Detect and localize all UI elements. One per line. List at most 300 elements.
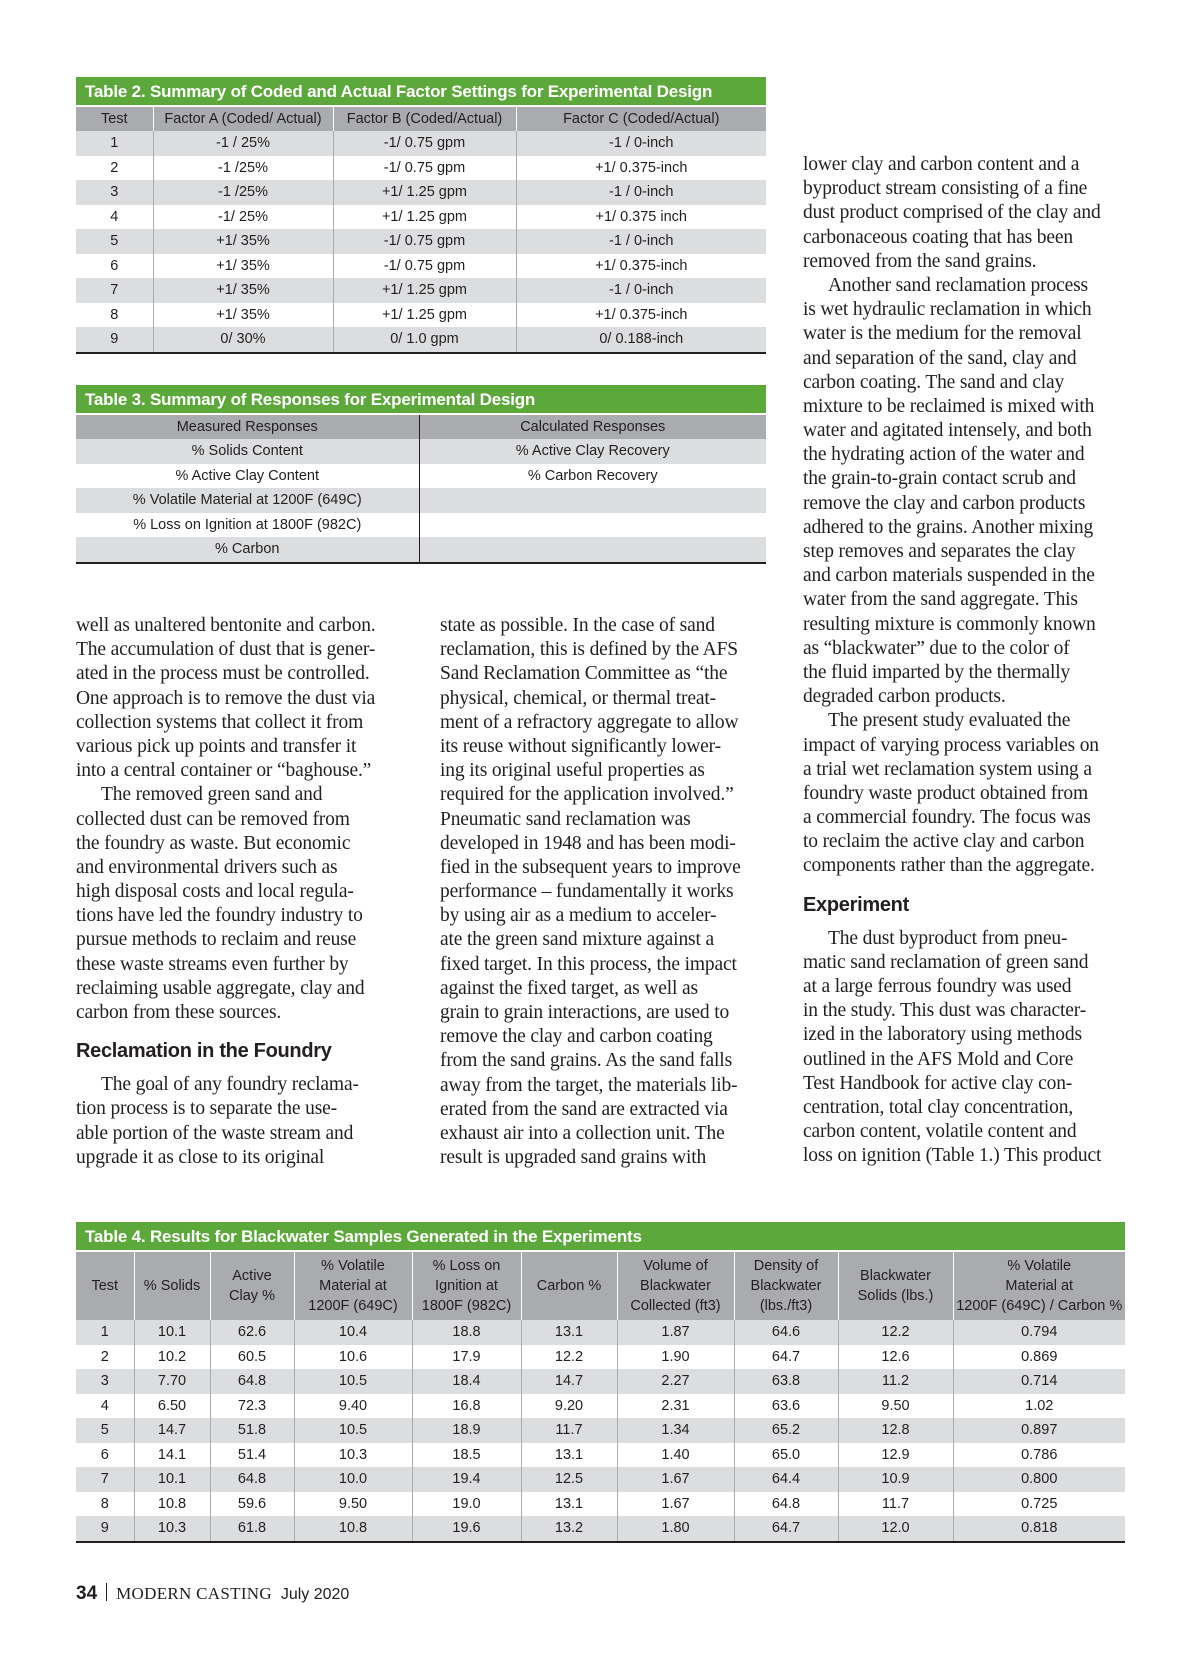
table-cell: 10.3 [134, 1516, 210, 1542]
body-column-3 [803, 153, 1138, 1169]
table-row [76, 1443, 1125, 1468]
table-3 [76, 385, 766, 564]
body-text-line: fied in the subsequent years to improve [440, 856, 741, 878]
body-text-line: outlined in the AFS Mold and Core [803, 1048, 1074, 1070]
body-text-line: carbon content, volatile content and [803, 1121, 1077, 1143]
table-cell: % Volatile Material at 1200F (649C) [76, 488, 419, 513]
table-cell: 10.0 [294, 1467, 412, 1492]
table-row [76, 303, 766, 328]
table-cell: 9 [76, 1516, 134, 1542]
table-cell: 10.8 [134, 1492, 210, 1517]
table-cell: -1/ 0.75 gpm [333, 131, 516, 156]
table-cell: 8 [76, 1492, 134, 1517]
section-heading: Experiment [803, 893, 909, 916]
body-text-line: in the study. This dust was character- [803, 1000, 1087, 1022]
table-cell: 64.7 [734, 1345, 838, 1370]
table-cell: 0.794 [953, 1320, 1125, 1345]
table-cell: 6 [76, 1443, 134, 1468]
body-text-line: upgrade it as close to its original [76, 1146, 325, 1168]
table-cell: 60.5 [210, 1345, 294, 1370]
body-text-line: well as unaltered bentonite and carbon. [76, 615, 376, 636]
table-cell: 0.800 [953, 1467, 1125, 1492]
body-text-line: The removed green sand and [101, 784, 323, 806]
body-text-line: reclaiming usable aggregate, clay and [76, 977, 365, 999]
column-header [838, 1252, 953, 1320]
body-text-line: components rather than the aggregate. [803, 855, 1095, 877]
table-3-title: Table 3. Summary of Responses for Experimental Design [76, 385, 766, 415]
body-text-line: water and agitated intensely, and both [803, 420, 1092, 442]
table-4-title: Table 4. Results for Blackwater Samples Generated in the Experiments [76, 1222, 1125, 1252]
body-text-line: byproduct stream consisting of a fine [803, 178, 1088, 200]
table-cell: 12.2 [838, 1320, 953, 1345]
table-row [76, 537, 766, 563]
body-text-line: fixed target. In this process, the impact [440, 953, 737, 975]
table-cell: 18.4 [412, 1369, 521, 1394]
table-cell: +1/ 35% [153, 254, 333, 279]
table-cell: -1 / 0-inch [516, 131, 766, 156]
column-header-line: Material at [319, 1278, 387, 1294]
table-cell: 10.5 [294, 1418, 412, 1443]
column-header-line: Ignition at [435, 1278, 498, 1294]
table-row [76, 254, 766, 279]
body-text-line: a trial wet reclamation system using a [803, 758, 1092, 780]
body-text-line: water from the sand aggregate. This [803, 589, 1078, 611]
table-cell: -1/ 25% [153, 205, 333, 230]
table-cell: 10.5 [294, 1369, 412, 1394]
column-header [734, 1252, 838, 1320]
table-cell: 2.27 [617, 1369, 734, 1394]
table-cell: 14.1 [134, 1443, 210, 1468]
column-header [210, 1252, 294, 1320]
table-cell: % Active Clay Content [76, 464, 419, 489]
table-cell: % Loss on Ignition at 1800F (982C) [76, 513, 419, 538]
table-row [76, 229, 766, 254]
table-cell: 14.7 [521, 1369, 617, 1394]
table-3-grid [76, 415, 766, 564]
table-cell: 7.70 [134, 1369, 210, 1394]
table-cell: 18.9 [412, 1418, 521, 1443]
body-text-line: is wet hydraulic reclamation in which [803, 299, 1092, 321]
table-cell: -1 /25% [153, 180, 333, 205]
body-text-line: and separation of the sand, clay and [803, 347, 1077, 369]
table-cell: 0.897 [953, 1418, 1125, 1443]
table-row [76, 1345, 1125, 1370]
column-header-line: Test [91, 1278, 119, 1294]
table-cell: 13.1 [521, 1320, 617, 1345]
table-cell: +1/ 0.375 inch [516, 205, 766, 230]
table-cell: 5 [76, 1418, 134, 1443]
column-header: Factor C (Coded/Actual) [516, 107, 766, 131]
table-cell: 1 [76, 131, 153, 156]
column-header [521, 1252, 617, 1320]
body-text-line: resulting mixture is commonly known [803, 613, 1096, 635]
table-cell: 9.50 [838, 1394, 953, 1419]
table-cell: 9.20 [521, 1394, 617, 1419]
body-text-line: grain to grain interactions, are used to [440, 1002, 730, 1023]
page-number: 34 [76, 1583, 98, 1604]
body-text-line: erated from the sand are extracted via [440, 1098, 728, 1120]
body-text-line: from the sand grains. As the sand falls [440, 1050, 733, 1072]
table-2 [76, 77, 766, 354]
body-text-line: collected dust can be removed from [76, 808, 350, 830]
body-text-line: exhaust air into a collection unit. The [440, 1122, 725, 1144]
table-cell: 59.6 [210, 1492, 294, 1517]
section-heading: Reclamation in the Foundry [76, 1040, 332, 1063]
column-header-line: 1200F (649C) / Carbon % [956, 1298, 1123, 1314]
column-header-line: % Solids [143, 1278, 201, 1294]
body-text-line: developed in 1948 and has been modi- [440, 832, 736, 854]
table-row [76, 1467, 1125, 1492]
table-cell: +1/ 1.25 gpm [333, 303, 516, 328]
body-text-line: Another sand reclamation process [828, 274, 1088, 296]
body-text-line: The accumulation of dust that is gener- [76, 639, 376, 661]
column-header-line: Blackwater [640, 1278, 711, 1294]
table-cell: 1.34 [617, 1418, 734, 1443]
body-text-line: at a large ferrous foundry was used [803, 976, 1072, 997]
page-footer [76, 1583, 349, 1605]
column-header-line: Blackwater [750, 1278, 822, 1294]
body-text-line: to reclaim the active clay and carbon [803, 831, 1085, 853]
table-cell: 0/ 1.0 gpm [333, 327, 516, 353]
table-cell: +1/ 0.375-inch [516, 303, 766, 328]
table-cell: -1/ 0.75 gpm [333, 156, 516, 181]
table-cell: 0.725 [953, 1492, 1125, 1517]
table-cell: 63.8 [734, 1369, 838, 1394]
body-text-line: remove the clay and carbon products [803, 492, 1086, 514]
table-cell: 65.2 [734, 1418, 838, 1443]
table-cell [419, 488, 766, 513]
table-4-grid [76, 1252, 1125, 1543]
table-cell: 0.786 [953, 1443, 1125, 1468]
body-text-line: into a central container or “baghouse.” [76, 760, 372, 782]
body-text-line: performance – fundamentally it works [440, 881, 734, 903]
table-cell: 72.3 [210, 1394, 294, 1419]
column-header [134, 1252, 210, 1320]
table-row [76, 1418, 1125, 1443]
body-text-line: carbon coating. The sand and clay [803, 371, 1065, 393]
table-cell: 6 [76, 254, 153, 279]
table-row [76, 180, 766, 205]
table-cell: -1 / 0-inch [516, 229, 766, 254]
table-cell: % Solids Content [76, 439, 419, 464]
body-text-line: and environmental drivers such as [76, 856, 338, 878]
body-text-line: water is the medium for the removal [803, 323, 1082, 345]
table-cell: 0.869 [953, 1345, 1125, 1370]
table-cell: 63.6 [734, 1394, 838, 1419]
body-text-line: state as possible. In the case of sand [440, 615, 715, 636]
table-cell: 4 [76, 1394, 134, 1419]
table-cell: 19.0 [412, 1492, 521, 1517]
column-header-line: 1200F (649C) [308, 1298, 398, 1314]
table-cell: 1.02 [953, 1394, 1125, 1419]
table-row [76, 439, 766, 464]
body-text-line: removed from the sand grains. [803, 250, 1037, 272]
table-cell: 11.7 [838, 1492, 953, 1517]
body-text-line: the grain-to-grain contact scrub and [803, 468, 1076, 490]
column-header: Calculated Responses [419, 415, 766, 439]
table-cell: +1/ 1.25 gpm [333, 278, 516, 303]
table-cell: 19.6 [412, 1516, 521, 1542]
body-text-line: matic sand reclamation of green sand [803, 951, 1089, 973]
table-cell: 12.5 [521, 1467, 617, 1492]
table-2-grid [76, 107, 766, 354]
column-header-line: % Loss on [432, 1258, 501, 1274]
body-text-line: The goal of any foundry reclama- [101, 1074, 359, 1096]
table-cell: 12.9 [838, 1443, 953, 1468]
column-header-line: Density of [753, 1258, 819, 1274]
body-text-line: required for the application involved.” [440, 784, 734, 806]
table-cell: 62.6 [210, 1320, 294, 1345]
table-cell: +1/ 1.25 gpm [333, 180, 516, 205]
column-header-line: 1800F (982C) [421, 1298, 512, 1314]
column-header-line: Blackwater [860, 1268, 931, 1284]
body-text-line: ized in the laboratory using methods [803, 1024, 1082, 1046]
body-text-line: tions have led the foundry industry to [76, 905, 363, 927]
issue-date: July 2020 [280, 1586, 350, 1603]
column-header: Measured Responses [76, 415, 419, 439]
table-cell: 10.4 [294, 1320, 412, 1345]
body-text-line: mixture to be reclaimed is mixed with [803, 395, 1095, 417]
body-text-line: the hydrating action of the water and [803, 444, 1085, 466]
table-cell: 0.818 [953, 1516, 1125, 1542]
table-cell: +1/ 1.25 gpm [333, 205, 516, 230]
body-text-line: Sand Reclamation Committee as “the [440, 663, 728, 685]
body-text-line: physical, chemical, or thermal treat- [440, 687, 716, 709]
table-cell: 10.6 [294, 1345, 412, 1370]
table-row [76, 131, 766, 156]
table-row [76, 1492, 1125, 1517]
body-text-line: degraded carbon products. [803, 686, 1006, 708]
table-cell: 12.8 [838, 1418, 953, 1443]
body-text-line: as “blackwater” due to the color of [803, 637, 1070, 659]
body-text-line: One approach is to remove the dust via [76, 687, 376, 709]
body-text-line: carbon from these sources. [76, 1002, 282, 1023]
body-text-line: carbonaceous coating that has been [803, 226, 1073, 248]
table-cell: 18.5 [412, 1443, 521, 1468]
table-cell: 3 [76, 1369, 134, 1394]
body-text-line: ment of a refractory aggregate to allow [440, 711, 739, 733]
column-header: Test [76, 107, 153, 131]
table-cell: 7 [76, 1467, 134, 1492]
table-cell: 8 [76, 303, 153, 328]
body-text-line: Pneumatic sand reclamation was [440, 808, 691, 830]
table-4 [76, 1222, 1125, 1543]
table-cell: 1.90 [617, 1345, 734, 1370]
table-cell: 61.8 [210, 1516, 294, 1542]
table-cell: 10.3 [294, 1443, 412, 1468]
table-2-title: Table 2. Summary of Coded and Actual Factor Settings for Experimental Design [76, 77, 766, 107]
table-row [76, 464, 766, 489]
body-text-line: adhered to the grains. Another mixing [803, 516, 1094, 538]
table-cell: 10.1 [134, 1320, 210, 1345]
table-cell: 1.87 [617, 1320, 734, 1345]
body-text-line: step removes and separates the clay [803, 541, 1076, 562]
table-cell: 16.8 [412, 1394, 521, 1419]
body-text-line: dust product comprised of the clay and [803, 202, 1101, 224]
table-cell: -1 / 0-inch [516, 278, 766, 303]
magazine-name: MODERN CASTING [116, 1584, 272, 1603]
body-text-line: Test Handbook for active clay con- [803, 1072, 1073, 1094]
table-cell: 1 [76, 1320, 134, 1345]
table-cell: 12.0 [838, 1516, 953, 1542]
table-cell [419, 537, 766, 563]
table-cell: 10.8 [294, 1516, 412, 1542]
table-cell: 51.4 [210, 1443, 294, 1468]
body-text-line: the fluid imparted by the thermally [803, 661, 1071, 683]
table-row [76, 488, 766, 513]
table-cell: -1/ 0.75 gpm [333, 254, 516, 279]
table-cell: 9 [76, 327, 153, 353]
column-header [617, 1252, 734, 1320]
table-cell: 10.2 [134, 1345, 210, 1370]
table-cell: 11.7 [521, 1418, 617, 1443]
table-cell: 12.6 [838, 1345, 953, 1370]
column-header-line: Carbon % [536, 1278, 602, 1294]
table-cell: 9.40 [294, 1394, 412, 1419]
table-cell: 11.2 [838, 1369, 953, 1394]
column-header-line: Volume of [643, 1258, 708, 1274]
table-cell: 1.67 [617, 1492, 734, 1517]
table-cell: 19.4 [412, 1467, 521, 1492]
table-row [76, 1516, 1125, 1542]
table-cell [419, 513, 766, 538]
column-header-line: % Volatile [321, 1258, 385, 1274]
table-cell: 64.8 [210, 1467, 294, 1492]
body-text-line: various pick up points and transfer it [76, 735, 357, 757]
column-header-line: Active [232, 1268, 272, 1284]
column-header: Factor A (Coded/ Actual) [153, 107, 333, 131]
column-header: Factor B (Coded/Actual) [333, 107, 516, 131]
table-cell: -1 /25% [153, 156, 333, 181]
body-text-line: centration, total clay concentration, [803, 1096, 1074, 1118]
column-header [412, 1252, 521, 1320]
body-text-line: remove the clay and carbon coating [440, 1026, 713, 1048]
table-cell: % Active Clay Recovery [419, 439, 766, 464]
body-column-2 [440, 614, 770, 1170]
table-cell: 13.2 [521, 1516, 617, 1542]
body-text-line: ate the green sand mixture against a [440, 929, 714, 951]
table-cell: 0/ 30% [153, 327, 333, 353]
table-cell: 64.8 [734, 1492, 838, 1517]
table-cell: % Carbon Recovery [419, 464, 766, 489]
footer-divider [106, 1583, 107, 1601]
body-text-line: foundry waste product obtained from [803, 782, 1089, 804]
column-header [294, 1252, 412, 1320]
table-cell: -1 / 0-inch [516, 180, 766, 205]
column-header-line: (lbs./ft3) [759, 1298, 813, 1314]
table-cell: 51.8 [210, 1418, 294, 1443]
table-cell: 18.8 [412, 1320, 521, 1345]
table-cell: +1/ 35% [153, 303, 333, 328]
table-cell: 7 [76, 278, 153, 303]
table-cell: 65.0 [734, 1443, 838, 1468]
table-row [76, 1320, 1125, 1345]
table-cell: +1/ 0.375-inch [516, 254, 766, 279]
table-cell: 13.1 [521, 1443, 617, 1468]
table-cell: 1.40 [617, 1443, 734, 1468]
body-text-line: lower clay and carbon content and a [803, 154, 1080, 175]
column-header-line: Clay % [229, 1288, 275, 1304]
table-cell: 12.2 [521, 1345, 617, 1370]
body-text-line: its reuse without significantly lower- [440, 735, 721, 757]
table-row [76, 156, 766, 181]
body-text-line: able portion of the waste stream and [76, 1122, 354, 1144]
column-header-line: Collected (ft3) [630, 1298, 721, 1314]
body-text-line: result is upgraded sand grains with [440, 1147, 707, 1169]
table-cell: 64.7 [734, 1516, 838, 1542]
body-text-line: the foundry as waste. But economic [76, 832, 351, 854]
table-row [76, 205, 766, 230]
table-cell: -1/ 0.75 gpm [333, 229, 516, 254]
table-cell: 2.31 [617, 1394, 734, 1419]
column-header-line: Solids (lbs.) [857, 1288, 934, 1304]
table-cell: 13.1 [521, 1492, 617, 1517]
table-cell: 64.8 [210, 1369, 294, 1394]
table-cell: 4 [76, 205, 153, 230]
table-cell: 10.9 [838, 1467, 953, 1492]
body-text-line: a commercial foundry. The focus was [803, 807, 1091, 829]
table-cell: +1/ 0.375-inch [516, 156, 766, 181]
body-text-line: impact of varying process variables on [803, 734, 1099, 756]
body-text-line: away from the target, the materials lib- [440, 1074, 738, 1096]
table-cell: -1 / 25% [153, 131, 333, 156]
table-cell: 0/ 0.188-inch [516, 327, 766, 353]
table-cell: 1.80 [617, 1516, 734, 1542]
table-cell: 64.4 [734, 1467, 838, 1492]
table-cell: +1/ 35% [153, 229, 333, 254]
table-cell: % Carbon [76, 537, 419, 563]
body-text-line: tion process is to separate the use- [76, 1098, 338, 1120]
body-text-line: by using air as a medium to acceler- [440, 905, 717, 927]
table-cell: 10.1 [134, 1467, 210, 1492]
table-cell: 6.50 [134, 1394, 210, 1419]
body-text-line: The dust byproduct from pneu- [828, 927, 1068, 949]
table-cell: 3 [76, 180, 153, 205]
table-cell: 2 [76, 156, 153, 181]
body-text-line: reclamation, this is defined by the AFS [440, 639, 738, 661]
table-cell: 5 [76, 229, 153, 254]
body-text-line: ing its original useful properties as [440, 760, 705, 782]
table-cell: 17.9 [412, 1345, 521, 1370]
table-row [76, 278, 766, 303]
body-text-line: pursue methods to reclaim and reuse [76, 929, 357, 951]
table-cell: 1.67 [617, 1467, 734, 1492]
table-cell: +1/ 35% [153, 278, 333, 303]
body-text-line: loss on ignition (Table 1.) This product [803, 1145, 1102, 1167]
table-row [76, 1369, 1125, 1394]
body-text-line: ated in the process must be controlled. [76, 663, 370, 685]
column-header-line: % Volatile [1007, 1258, 1072, 1274]
body-column-1 [76, 614, 406, 1170]
body-text-line: high disposal costs and local regula- [76, 881, 354, 903]
body-text-line: these waste streams even further by [76, 953, 349, 975]
body-text-line: collection systems that collect it from [76, 711, 364, 733]
table-cell: 0.714 [953, 1369, 1125, 1394]
body-text-line: The present study evaluated the [828, 710, 1071, 732]
table-row [76, 327, 766, 353]
column-header [953, 1252, 1125, 1320]
table-cell: 14.7 [134, 1418, 210, 1443]
table-cell: 64.6 [734, 1320, 838, 1345]
column-header [76, 1252, 134, 1320]
body-text-line: and carbon materials suspended in the [803, 565, 1095, 587]
table-cell: 9.50 [294, 1492, 412, 1517]
table-row [76, 1394, 1125, 1419]
table-row [76, 513, 766, 538]
body-text-line: against the fixed target, as well as [440, 977, 698, 999]
column-header-line: Material at [1005, 1278, 1074, 1294]
table-cell: 2 [76, 1345, 134, 1370]
